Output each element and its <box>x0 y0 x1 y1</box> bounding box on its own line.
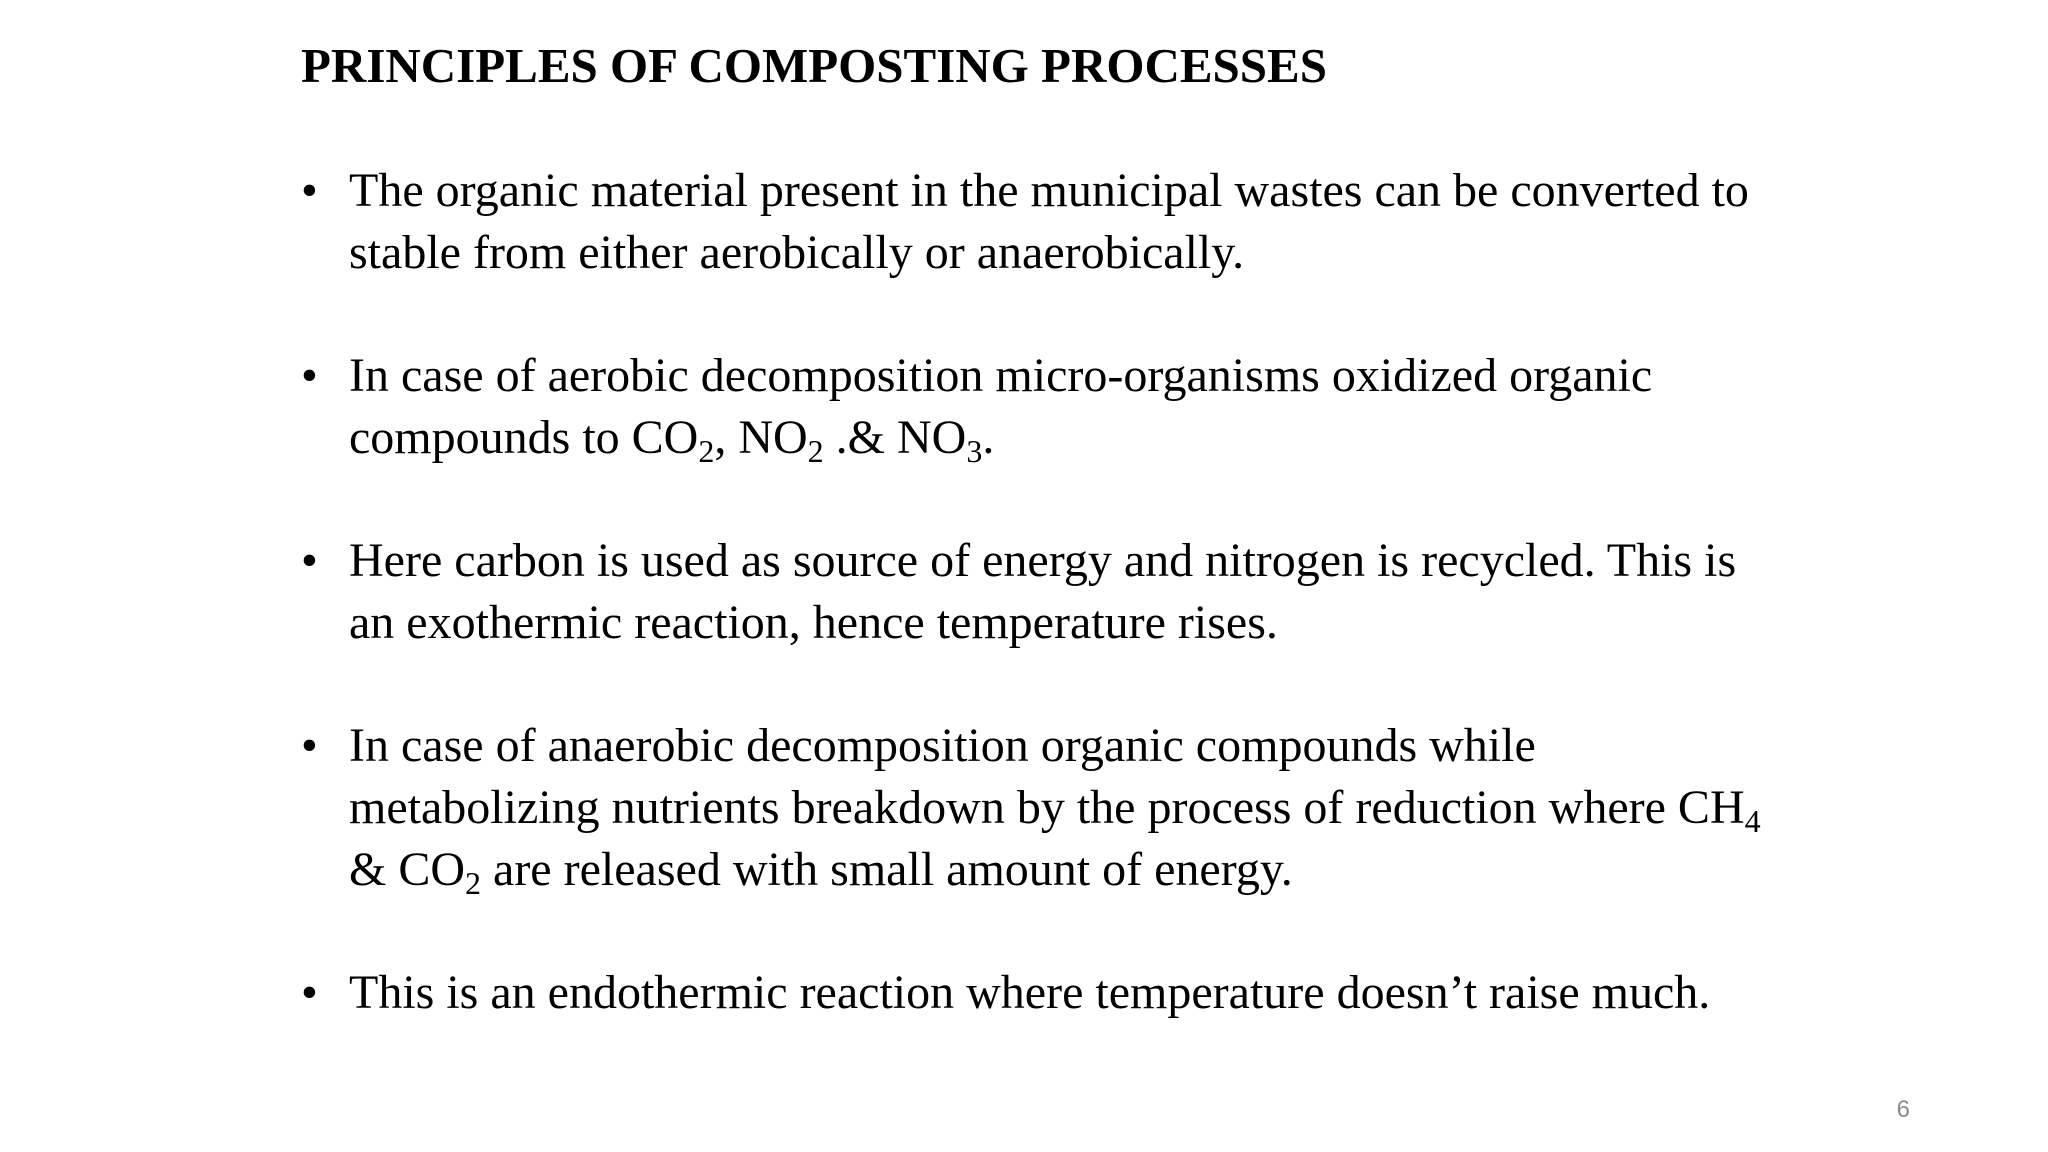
bullet-text: The organic material present in the municipal wastes can be converted to stable from either aerobically or anaerobically. <box>349 164 1749 279</box>
bullet-icon: • <box>301 534 318 587</box>
list-item <box>301 530 1761 654</box>
bullet-icon: • <box>301 966 318 1019</box>
bullet-icon: • <box>301 164 318 217</box>
list-item <box>301 962 1761 1024</box>
list-item <box>301 345 1761 469</box>
bullet-list <box>301 160 1761 1085</box>
list-item <box>301 160 1761 284</box>
bullet-text: Here carbon is used as source of energy and nitrogen is recycled. This is an exothermic reaction, hence temperature rises. <box>349 534 1737 649</box>
bullet-text: This is an endothermic reaction where temperature doesn’t raise much. <box>349 966 1711 1019</box>
list-item <box>301 715 1761 901</box>
bullet-text: In case of aerobic decomposition micro-organisms oxidized organic compounds to $CO_2$, $NO_2$ .& $NO_3$. <box>349 349 1653 469</box>
bullet-icon: • <box>301 719 318 772</box>
bullet-text: In case of anaerobic decomposition organic compounds while metabolizing nutrients breakdown by the process of reduction where $CH_4$ & $CO_2$ are released with small amount of energy. <box>349 719 1761 901</box>
bullet-icon: • <box>301 349 318 402</box>
slide-title: PRINCIPLES OF COMPOSTING PROCESSES <box>301 38 1327 93</box>
page-number: 6 <box>1896 1096 1910 1123</box>
